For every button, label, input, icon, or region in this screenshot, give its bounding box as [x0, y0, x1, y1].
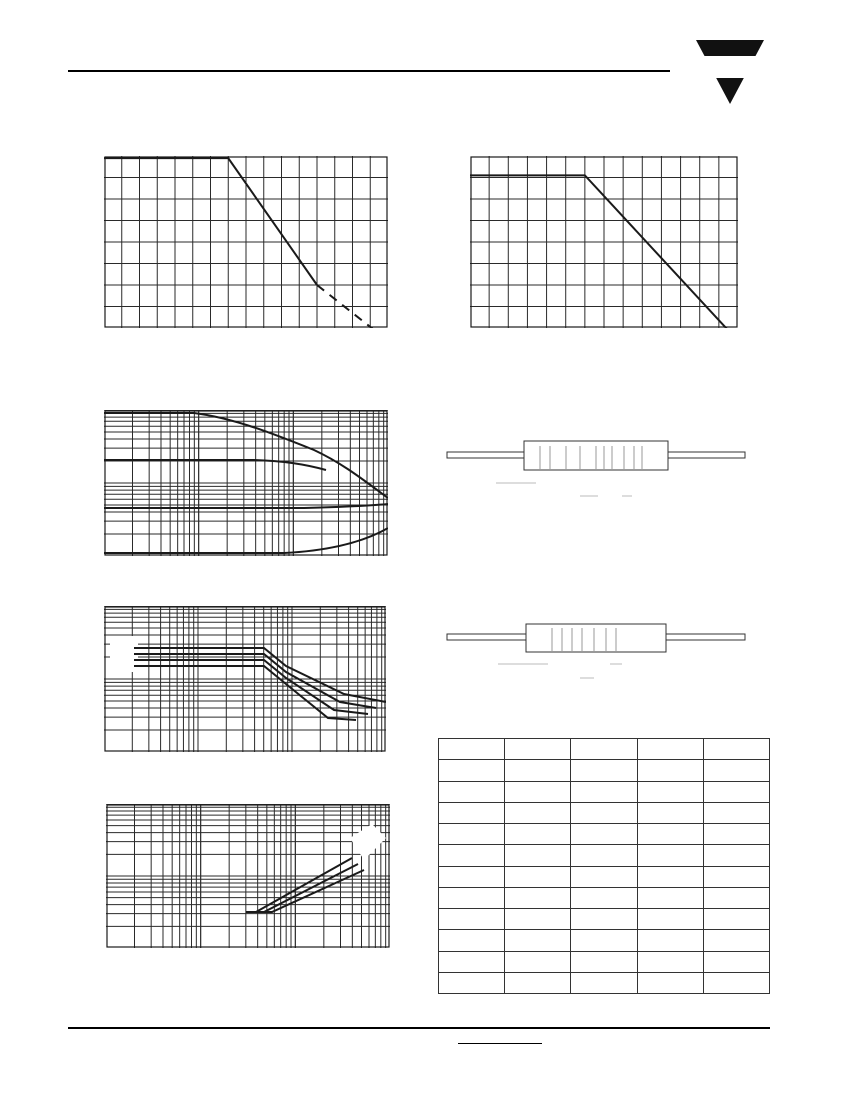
table-cell: [703, 760, 769, 781]
table-cell: [439, 972, 505, 993]
table-cell: [571, 866, 637, 887]
table-row: [439, 824, 770, 845]
table-cell: [439, 930, 505, 951]
table-cell: [439, 760, 505, 781]
table-cell: [637, 824, 703, 845]
resistor-drawing-2: [446, 622, 746, 680]
log-chart-3-curve-a: [246, 858, 352, 912]
log-chart-1: [104, 410, 388, 556]
table-cell: [637, 909, 703, 930]
log-chart-3: [106, 804, 390, 948]
table-row: [439, 802, 770, 823]
table-row: [439, 951, 770, 972]
log-chart-2: [104, 606, 386, 752]
table-cell: [505, 951, 571, 972]
log-chart-3-grid: [106, 804, 390, 948]
table-cell: [637, 972, 703, 993]
footer-link-underline: [458, 1043, 542, 1044]
table-row: [439, 760, 770, 781]
table-cell: [505, 845, 571, 866]
table-cell: [703, 824, 769, 845]
log-chart-2-grid: [104, 606, 386, 752]
table-cell: [571, 909, 637, 930]
table-cell: [637, 951, 703, 972]
table-cell: [505, 739, 571, 760]
log-chart-2-curve-c: [134, 660, 368, 714]
table-cell: [703, 739, 769, 760]
table-cell: [505, 866, 571, 887]
table-row: [439, 887, 770, 908]
table-row: [439, 781, 770, 802]
table-cell: [571, 760, 637, 781]
table-cell: [505, 930, 571, 951]
table-row: [439, 739, 770, 760]
derating-chart-right-grid: [470, 156, 738, 328]
table-cell: [505, 909, 571, 930]
table-cell: [703, 951, 769, 972]
vishay-triangle-icon: [688, 38, 772, 108]
table-cell: [703, 972, 769, 993]
table-row: [439, 866, 770, 887]
derating-chart-right: [470, 156, 738, 328]
table-cell: [439, 824, 505, 845]
table-cell: [637, 781, 703, 802]
table-cell: [703, 866, 769, 887]
table-cell: [571, 802, 637, 823]
log-chart-1-curve-d: [104, 528, 388, 553]
table-cell: [703, 887, 769, 908]
table-cell: [439, 887, 505, 908]
table-cell: [637, 760, 703, 781]
resistor-drawing-1: [446, 438, 746, 498]
table-cell: [637, 930, 703, 951]
table-cell: [439, 909, 505, 930]
table-cell: [703, 845, 769, 866]
table-row: [439, 909, 770, 930]
table-row: [439, 930, 770, 951]
table-cell: [505, 824, 571, 845]
table-cell: [571, 781, 637, 802]
table-cell: [439, 739, 505, 760]
specification-table: [438, 738, 770, 994]
table-cell: [637, 887, 703, 908]
derating-chart-left: [104, 156, 388, 328]
table-cell: [571, 930, 637, 951]
table-cell: [703, 930, 769, 951]
table-cell: [637, 866, 703, 887]
table-row: [439, 845, 770, 866]
table-cell: [505, 760, 571, 781]
table-cell: [571, 972, 637, 993]
table-cell: [637, 739, 703, 760]
table-cell: [439, 845, 505, 866]
table-cell: [637, 845, 703, 866]
table-cell: [439, 866, 505, 887]
table-cell: [439, 802, 505, 823]
table-cell: [505, 802, 571, 823]
table-cell: [505, 972, 571, 993]
table-cell: [571, 951, 637, 972]
table-cell: [703, 909, 769, 930]
table-cell: [571, 845, 637, 866]
table-cell: [439, 951, 505, 972]
table-cell: [571, 824, 637, 845]
table-cell: [439, 781, 505, 802]
table-cell: [505, 887, 571, 908]
table-cell: [703, 802, 769, 823]
table-cell: [637, 802, 703, 823]
table-row: [439, 972, 770, 993]
header-rule: [68, 70, 670, 72]
table-cell: [703, 781, 769, 802]
table-cell: [571, 739, 637, 760]
table-cell: [505, 781, 571, 802]
table-cell: [571, 887, 637, 908]
log-chart-1-grid: [104, 410, 388, 556]
footer-rule: [68, 1027, 770, 1029]
